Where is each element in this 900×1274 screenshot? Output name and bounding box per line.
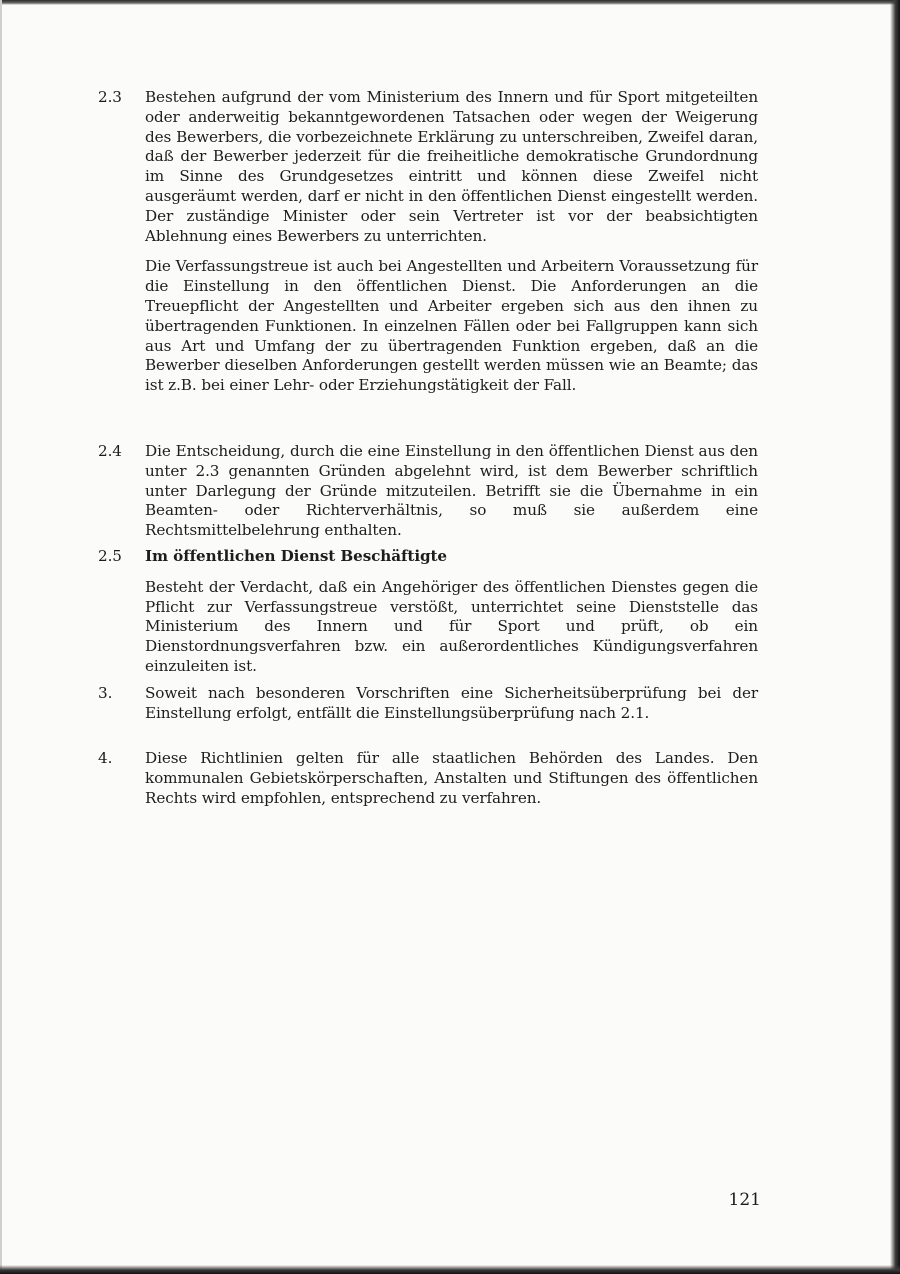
section-number: 3. xyxy=(98,684,113,702)
section-number: 2.3 xyxy=(98,88,122,106)
section-3 xyxy=(98,684,758,724)
scan-edge-right xyxy=(890,0,900,1274)
paragraph: Besteht der Verdacht, daß ein Angehöriger des öffentlichen Dienstes gegen die Pflicht zur Verfassungstreue verstößt, unterrichtet seine Dienststelle das Ministerium des Innern und für Sport und prüft, ob ein Dienstordnungsverfahren bzw. ein außerordentliches Kündigungsverfahren einzuleiten ist. xyxy=(145,577,758,675)
scan-edge-left xyxy=(0,0,2,1274)
section-number: 2.4 xyxy=(98,442,122,460)
section-number: 2.5 xyxy=(98,547,122,565)
section-body xyxy=(145,88,758,396)
section-2-5 xyxy=(98,547,758,677)
paragraph: Die Entscheidung, durch die eine Einstellung in den öffentlichen Dienst aus den unter 2.3 genannten Gründen abgelehnt wird, ist dem Bewerber schriftlich unter Darlegung der Gründe mitzuteilen. Betrifft sie die Übernahme in ein Beamten- oder Richterverhältnis, so muß sie außerdem eine Rechtsmittelbelehrung enthalten. xyxy=(145,442,758,540)
page-number: 121 xyxy=(728,1190,761,1210)
section-body xyxy=(145,749,758,808)
section-2-3 xyxy=(98,88,758,396)
section-2-4 xyxy=(98,442,758,541)
paragraph: Diese Richtlinien gelten für alle staatlichen Behörden des Landes. Den kommunalen Gebietskörperschaften, Anstalten und Stiftungen des öffentlichen Rechts wird empfohlen, entsprechend zu verfahren. xyxy=(145,749,758,807)
section-4 xyxy=(98,749,758,808)
section-body xyxy=(145,547,758,677)
section-heading: Im öffentlichen Dienst Beschäftigte xyxy=(145,547,447,565)
paragraph: Soweit nach besonderen Vorschriften eine Sicherheitsüberprüfung bei der Einstellung erfolgt, entfällt die Einstellungsüberprüfung nach 2.1. xyxy=(145,684,758,722)
paragraph: Bestehen aufgrund der vom Ministerium des Innern und für Sport mitgeteilten oder anderweitig bekanntgewordenen Tatsachen oder wegen der Weigerung des Bewerbers, die vorbezeichnete Erklärung zu unterschreiben, Zweifel daran, daß der Bewerber jederzeit für die freiheitliche demokratische Grundordnung im Sinne des Grundgesetzes eintritt und können diese Zweifel nicht ausgeräumt werden, darf er nicht in den öffentlichen Dienst eingestellt werden. Der zuständige Minister oder sein Vertreter ist vor der beabsichtigten Ablehnung eines Bewerbers zu unterrichten. xyxy=(145,88,758,245)
section-number: 4. xyxy=(98,749,113,767)
scan-edge-top xyxy=(0,0,900,5)
scan-edge-bottom xyxy=(0,1265,900,1274)
paragraph: Die Verfassungstreue ist auch bei Angestellten und Arbeitern Voraussetzung für die Einstellung in den öffentlichen Dienst. Die Anforderungen an die Treuepflicht der Angestellten und Arbeiter ergeben sich aus den ihnen zu übertragenden Funktionen. In einzelnen Fällen oder bei Fallgruppen kann sich aus Art und Umfang der zu übertragenden Funktion ergeben, daß an die Bewerber dieselben Anforderungen gestellt werden müssen wie an Beamte; das ist z.B. bei einer Lehr- oder Erziehungstätigkeit der Fall. xyxy=(145,257,758,395)
section-body xyxy=(145,442,758,541)
section-body xyxy=(145,684,758,724)
